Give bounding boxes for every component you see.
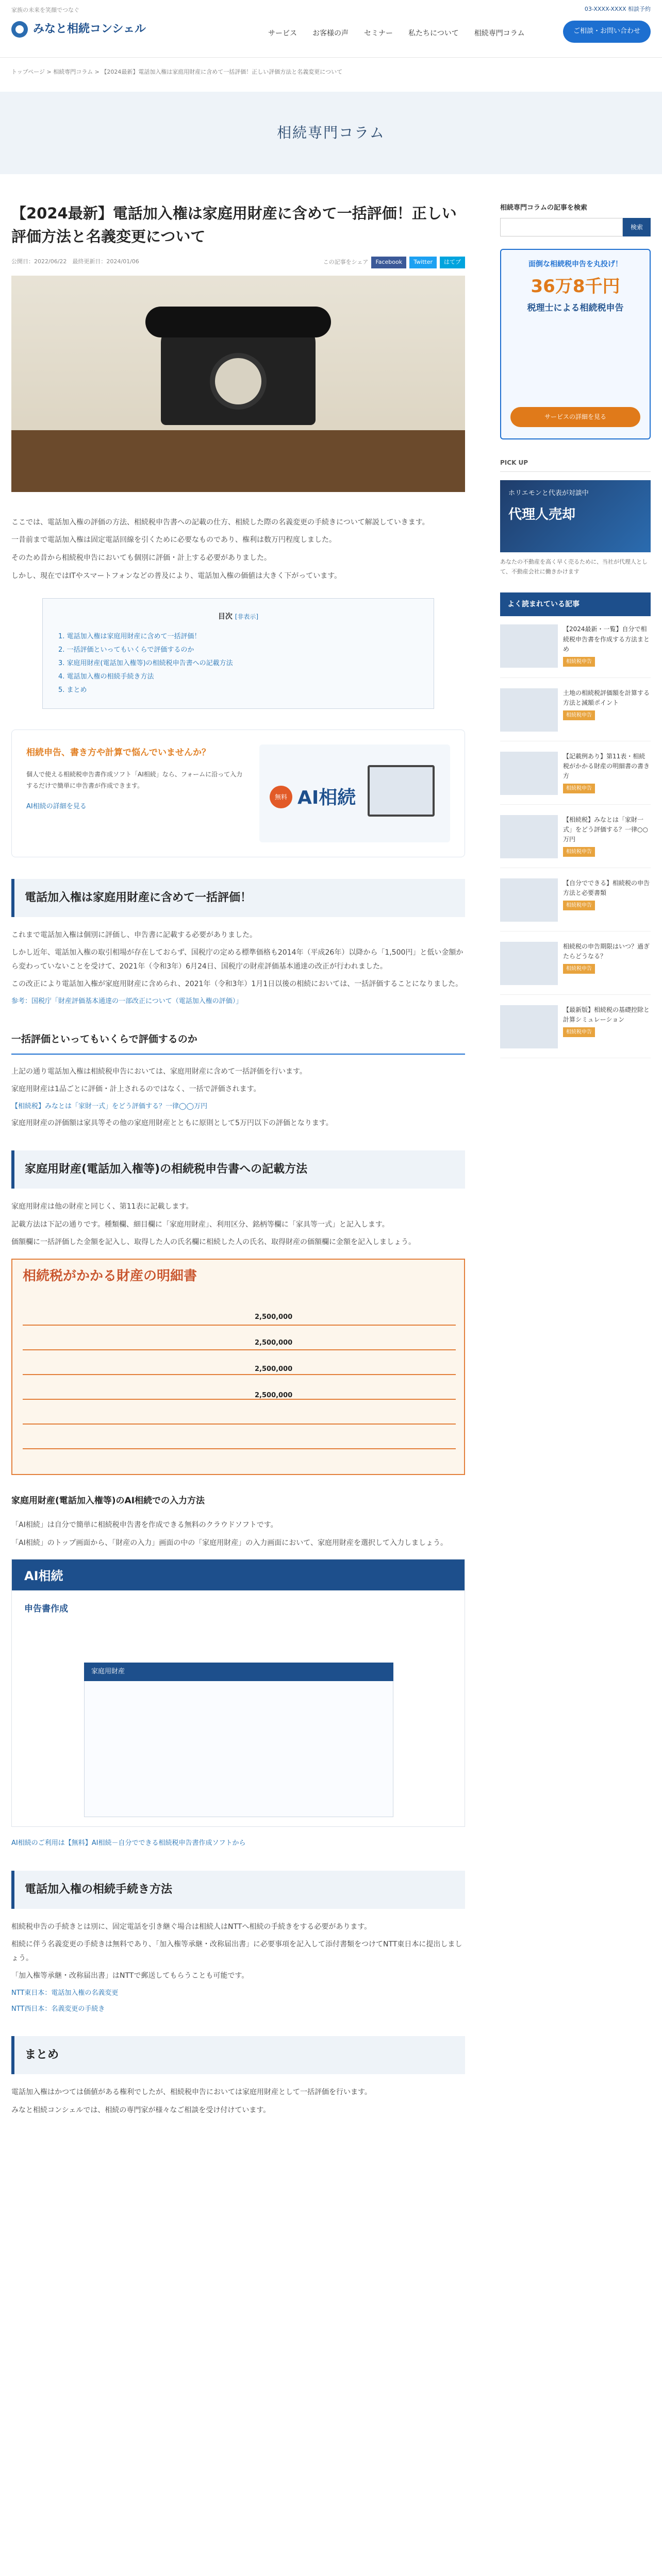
toc-title: 目次 — [218, 613, 233, 621]
body-paragraph: 「AI相続」のトップ画面から、「財産の入力」画面の中の「家庭用財産」の入力画面において、家庭用財産を選択して入力しましょう。 — [11, 1538, 448, 1547]
ntt-west-link[interactable]: NTT西日本：名義変更の手続き — [11, 2005, 105, 2013]
ad-subtitle: 税理士による相続税申告 — [527, 303, 624, 314]
popular-tag: 相続税申告 — [563, 784, 595, 793]
site-logo[interactable] — [11, 19, 146, 40]
nav-seminar[interactable]: セミナー — [364, 29, 393, 38]
share-label: この記事をシェア — [323, 258, 369, 265]
panel-title: 家庭用財産 — [84, 1663, 393, 1681]
laptop-icon — [368, 765, 435, 817]
page-banner — [0, 92, 662, 174]
popular-item[interactable] — [500, 688, 651, 741]
popular-title: 【記載例あり】第11表・相続税がかかる財産の明細書の書き方 — [563, 752, 650, 779]
ad-headline: 面倒な相続税申告を丸投げ！ — [528, 260, 622, 268]
popular-thumbnail — [500, 624, 558, 668]
body-paragraph: 家庭用財産は他の財産と同じく、第11表に記載します。 — [11, 1202, 193, 1211]
form-title: 相続税がかかる財産の明細書 — [23, 1268, 197, 1284]
share-hatena-button[interactable]: はてブ — [440, 257, 465, 268]
popular-thumbnail — [500, 942, 558, 985]
article-meta — [11, 257, 465, 268]
cta-link[interactable]: AI相続の詳細を見る — [26, 803, 87, 811]
body-paragraph: 相続に伴う名義変更の手続きは無料であり、「加入権等承継・改称届出書」に必要事項を記入して添付書類をつけてNTT東日本に提出しましょう。 — [11, 1940, 462, 1962]
ai-souzoku-logo: AI相続 — [297, 787, 356, 808]
ai-souzoku-cta — [11, 730, 465, 857]
popular-thumbnail — [500, 878, 558, 922]
toc-item[interactable]: 1. 電話加入権は家庭用財産に含めて一括評価！ — [58, 632, 201, 640]
popular-thumbnail — [500, 815, 558, 858]
intro-paragraph: しかし、現在ではITやスマートフォンなどの普及により、電話加入権の価値は大きく下がっています。 — [11, 571, 342, 580]
ntt-east-link[interactable]: NTT東日本：電話加入権の名義変更 — [11, 1989, 119, 1997]
site-tagline: 家族の未来を笑顔でつなぐ — [11, 7, 79, 13]
tax-filing-ad[interactable] — [500, 249, 651, 439]
ai-souzoku-banner[interactable] — [259, 744, 450, 842]
intro-paragraph: そのため昔から相続税申告においても個別に評価・計上する必要がありました。 — [11, 553, 271, 562]
popular-item[interactable] — [500, 1005, 651, 1058]
section-heading: まとめ — [11, 2036, 465, 2074]
intro-paragraph: ここでは、電話加入権の評価の方法、相続税申告書への記載の仕方、相続した際の名義変更の手続きについて解説していきます。 — [11, 518, 429, 527]
form-11-example-image — [11, 1259, 465, 1475]
intro-paragraph: 一昔前まで電話加入権は固定電話回線を引くために必要なものであり、権利は数万円程度しました。 — [11, 536, 336, 545]
popular-thumbnail — [500, 688, 558, 732]
updated-date: 最終更新日：2024/01/06 — [72, 258, 139, 265]
popular-title: 【2024最新・一覧】自分で相続税申告書を作成する方法まとめ — [563, 625, 650, 653]
ad-detail-button[interactable]: サービスの詳細を見る — [510, 407, 640, 427]
logo-text: みなと相続コンシェル — [33, 23, 146, 36]
search-form — [500, 218, 651, 236]
ad2-caption: あなたの不動産を高く早く売るために、当社が代理人として、不動産会社に働きかけます — [500, 558, 648, 575]
share-twitter-button[interactable]: Twitter — [409, 257, 437, 268]
popular-title: 【最新版】相続税の基礎控除と計算シミュレーション — [563, 1006, 650, 1024]
app-subtitle: 申告書作成 — [24, 1604, 68, 1615]
popular-tag: 相続税申告 — [563, 1027, 595, 1037]
ai-souzoku-screenshot — [11, 1559, 465, 1827]
body-paragraph: 上記の通り電話加入権は相続税申告においては、家庭用財産に含めて一括評価を行います。 — [11, 1067, 307, 1076]
body-paragraph: 電話加入権はかつては価値がある権利でしたが、相続税申告においては家庭用財産として一括評価を行います。 — [11, 2088, 372, 2097]
popular-item[interactable] — [500, 752, 651, 805]
ai-souzoku-link[interactable]: AI相続のご利用は【無料】AI相続－自分でできる相続税申告書作成ソフトから — [11, 1839, 246, 1848]
pickup-heading: PICK UP — [500, 457, 651, 472]
popular-title: 土地の相続税評価額を計算する方法と減額ポイント — [563, 689, 650, 706]
body-paragraph: みなと相続コンシェルでは、相続の専門家が様々なご相談を受け付けています。 — [11, 2106, 271, 2114]
section-heading: 家庭用財産(電話加入権等)の相続税申告書への記載方法 — [11, 1150, 465, 1189]
popular-title: 【自分でできる】相続税の申告方法と必要書類 — [563, 879, 650, 897]
popular-title: 【相続税】みなとは「家財一式」をどう評価する？一律○○万円 — [563, 816, 648, 843]
popular-item[interactable] — [500, 878, 651, 931]
section-heading: 一括評価といってもいくらで評価するのか — [11, 1027, 465, 1055]
breadcrumb[interactable]: トップページ > 相続専門コラム > 【2024最新】電話加入権は家庭用財産に含めて一括評価！正しい評価方法と名義変更について — [11, 69, 343, 75]
toc-item[interactable]: 3. 家庭用財産(電話加入権等)の相続税申告書への記載方法 — [58, 659, 233, 667]
banner-title: 相続専門コラム — [277, 124, 385, 142]
popular-tag: 相続税申告 — [563, 964, 595, 974]
cta-question: 相続申告、書き方や計算で悩んでいませんか？ — [26, 747, 210, 758]
header-tel[interactable]: 03-XXXX-XXXX 相談予約 — [584, 6, 651, 12]
popular-thumbnail — [500, 752, 558, 795]
body-paragraph: 家庭用財産の評価額は家具等その他の家庭用財産とともに原則として5万円以下の評価となります。 — [11, 1118, 333, 1127]
popular-tag: 相続税申告 — [563, 710, 595, 720]
body-paragraph: 相続税申告の手続きとは別に、固定電話を引き継ぐ場合は相続人はNTTへ相続の手続きをする必要があります。 — [11, 1922, 372, 1931]
free-badge: 無料 — [270, 786, 292, 808]
ad-price: 36万8千円 — [531, 276, 620, 297]
nav-service[interactable]: サービス — [268, 29, 297, 38]
article-title: 【2024最新】電話加入権は家庭用財産に含めて一括評価！正しい評価方法と名義変更について — [11, 205, 457, 245]
search-input[interactable] — [500, 218, 623, 236]
share-buttons — [323, 257, 465, 268]
popular-item[interactable] — [500, 815, 651, 868]
toc-item[interactable]: 5. まとめ — [58, 686, 87, 694]
cta-description: 個人で使える相続税申告書作成ソフト「AI相続」なら、フォームに沿って入力するだけで簡単に申告書が作成できます。 — [26, 771, 243, 789]
popular-tag: 相続税申告 — [563, 847, 595, 857]
hero-image-telephone — [11, 276, 465, 492]
form-value: 2,500,000 — [255, 1313, 293, 1321]
global-nav — [268, 27, 525, 41]
nav-column[interactable]: 相続専門コラム — [474, 29, 525, 38]
section-heading: 電話加入権の相続手続き方法 — [11, 1871, 465, 1909]
ad2-title: 代理人売却 — [508, 507, 576, 523]
related-link[interactable]: 【相続税】みなとは「家財一式」をどう評価する？一律◯◯万円 — [11, 1102, 208, 1110]
body-paragraph: 家庭用財産は1品ごとに評価・計上されるのではなく、一括で評価されます。 — [11, 1085, 261, 1094]
sidebar — [500, 202, 651, 1069]
popular-item[interactable] — [500, 624, 651, 677]
toc-toggle[interactable]: [非表示] — [235, 613, 259, 621]
popular-item[interactable] — [500, 942, 651, 995]
popular-thumbnail — [500, 1005, 558, 1048]
body-paragraph: しかし近年、電話加入権の取引相場が存在しておらず、国税庁の定める標準価格も2014年（平成26年）以降から「1,500円」と低い金額から変わっていないことを受けて、2021年（令和3年）6月24日、国税庁の財産評価基本通達の改正が行われました。 — [11, 948, 464, 971]
toc-item[interactable]: 2. 一括評価といってもいくらで評価するのか — [58, 646, 194, 654]
search-label: 相続専門コラムの記事を検索 — [500, 204, 587, 212]
table-of-contents — [42, 598, 434, 709]
contact-button[interactable]: ご相談・お問い合わせ — [563, 21, 651, 43]
body-paragraph: この改正により電話加入権が家庭用財産に含められ、2021年（令和3年）1月1日以後の相続においては、一括評価することになりました。 — [11, 980, 463, 989]
body-paragraph: 記載方法は下記の通りです。種類欄、細目欄に「家庭用財産」、利用区分、銘柄等欄に「家具等一式」と記入します。 — [11, 1220, 389, 1229]
section-heading: 家庭用財産(電話加入権等)のAI相続での入力方法 — [11, 1495, 205, 1506]
form-value: 2,500,000 — [255, 1365, 293, 1374]
form-value: 2,500,000 — [255, 1391, 293, 1399]
article — [11, 202, 465, 2121]
logo-mark-icon — [11, 21, 28, 38]
share-facebook-button[interactable]: Facebook — [371, 257, 406, 268]
section-heading: 電話加入権は家庭用財産に含めて一括評価！ — [11, 879, 465, 917]
body-paragraph: 「AI相続」は自分で簡単に相続税申告書を作成できる無料のクラウドソフトです。 — [11, 1521, 278, 1530]
toc-item[interactable]: 4. 電話加入権の相続手続き方法 — [58, 672, 154, 681]
form-value: 2,500,000 — [255, 1339, 293, 1347]
nav-about[interactable]: 私たちについて — [408, 29, 459, 38]
reference-link[interactable]: 参考：国税庁「財産評価基本通達の一部改正について（電話加入権の評価）」 — [11, 997, 243, 1005]
agent-sale-ad[interactable] — [500, 480, 651, 552]
app-name: AI相続 — [24, 1569, 63, 1584]
body-paragraph: これまで電話加入権は個別に評価し、申告書に記載する必要がありました。 — [11, 930, 257, 939]
body-paragraph: 価額欄に一括評価した金額を記入し、取得した人の氏名欄に相続した人の氏名、取得財産の価額欄に金額を記入しましょう。 — [11, 1238, 416, 1247]
nav-voices[interactable]: お客様の声 — [312, 29, 349, 38]
popular-tag: 相続税申告 — [563, 657, 595, 667]
popular-title: 相続税の申告期限はいつ？過ぎたらどうなる？ — [563, 942, 650, 960]
body-paragraph: 「加入権等承継・改称届出書」はNTTで郵送してもらうことも可能です。 — [11, 1972, 249, 1980]
site-header — [0, 0, 662, 58]
popular-heading: よく読まれている記事 — [500, 592, 651, 617]
ad2-line: ホリエモンと代表が対談中 — [508, 489, 589, 498]
search-button[interactable]: 検索 — [623, 218, 651, 236]
popular-tag: 相続税申告 — [563, 901, 595, 910]
published-date: 公開日：2022/06/22 — [11, 258, 67, 265]
